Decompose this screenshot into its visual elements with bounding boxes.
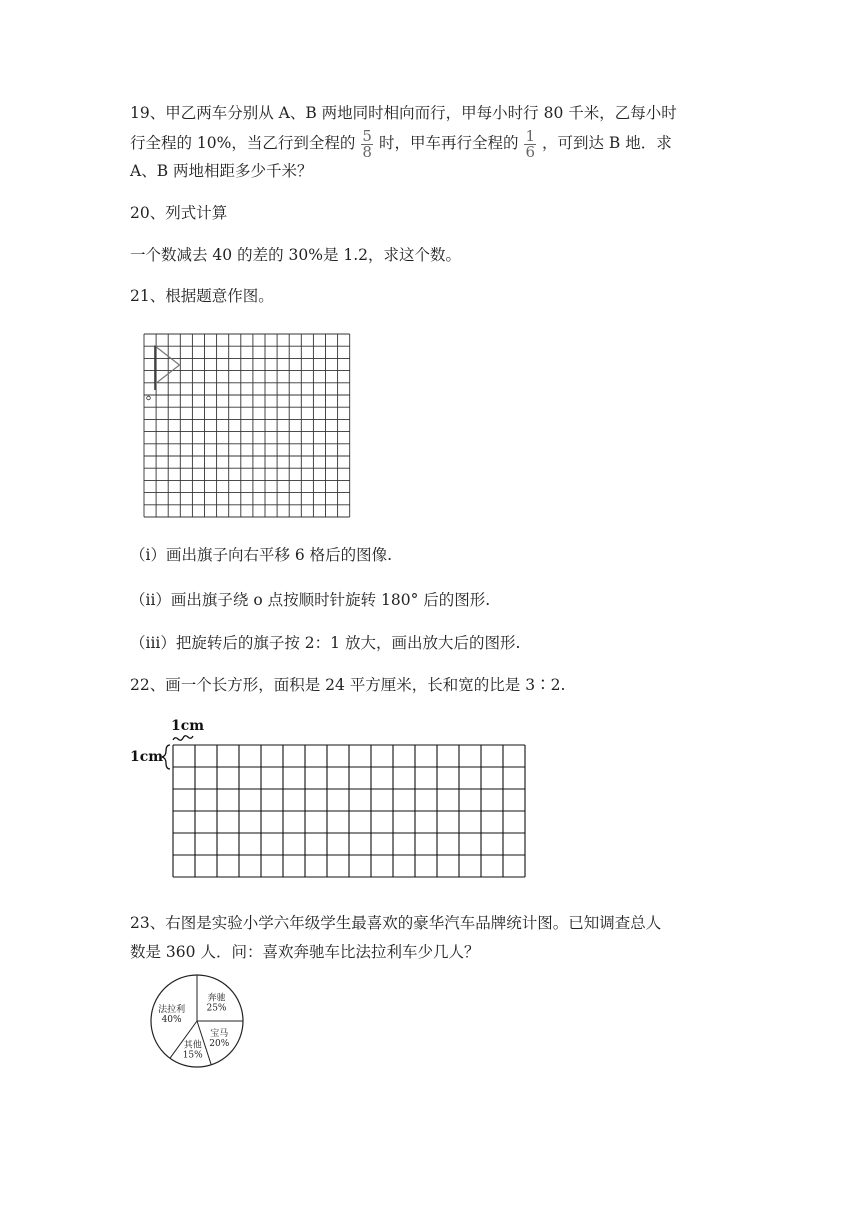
q19-line2-b: 时，甲车再行全程的 — [378, 134, 519, 152]
flag-shape — [155, 346, 180, 384]
q22-grid-figure — [130, 712, 530, 882]
fraction-numerator: 5 — [362, 126, 372, 145]
fraction-numerator: 1 — [525, 126, 535, 145]
q19-line2-a: 行全程的 10%，当乙行到全程的 — [130, 134, 356, 152]
q21-sub2: （ii）画出旗子绕 o 点按顺时针旋转 180° 后的图形. — [130, 591, 491, 609]
pie-slice-name: 法拉利 — [158, 1004, 186, 1015]
top-1cm-label: 1cm — [171, 718, 205, 734]
pie-slice-name: 其他 — [183, 1040, 202, 1051]
q19-line1: 19、甲乙两车分别从 A、B 两地同时相向而行，甲每小时行 80 千米，乙每小时 — [130, 104, 677, 122]
fraction-5-8 — [361, 126, 373, 161]
q19-line2 — [130, 128, 672, 160]
fraction-denominator: 8 — [362, 142, 372, 161]
q21-grid-figure — [144, 334, 354, 519]
q19-line3: A、B 两地相距多少千米？ — [130, 162, 313, 180]
q22-title: 22、画一个长方形，面积是 24 平方厘米，长和宽的比是 3∶2. — [130, 676, 566, 694]
pie-slice-percent: 25% — [206, 1003, 227, 1014]
q20-title: 20、列式计算 — [130, 204, 228, 222]
pie-slice-percent: 40% — [161, 1014, 182, 1025]
q21-sub1: （i）画出旗子向右平移 6 格后的图像. — [130, 546, 393, 564]
left-brace — [162, 745, 170, 769]
fraction-denominator: 6 — [525, 142, 535, 161]
square-grid — [173, 745, 525, 877]
q21-sub3: （iii）把旋转后的旗子按 2：1 放大，画出放大后的图形. — [130, 634, 521, 652]
q23-line1: 23、右图是实验小学六年级学生最喜欢的豪华汽车品牌统计图。已知调查总人 — [130, 914, 662, 932]
pie-slice-name: 宝马 — [210, 1029, 229, 1040]
rotation-point-o — [147, 396, 151, 400]
pie-slice-name: 奔驰 — [207, 993, 226, 1004]
q23-line2: 数是 360 人．问：喜欢奔驰车比法拉利车少几人？ — [130, 943, 480, 961]
top-brace — [173, 736, 193, 741]
q19-line2-c: ，可到达 B 地．求 — [542, 134, 672, 152]
left-1cm-label: 1cm — [130, 749, 164, 765]
q23-pie-chart — [140, 972, 260, 1072]
fraction-1-6 — [524, 126, 536, 161]
q21-title: 21、根据题意作图。 — [130, 287, 274, 305]
q20-text: 一个数减去 40 的差的 30%是 1.2，求这个数。 — [130, 246, 462, 264]
pie-slice-percent: 20% — [209, 1039, 230, 1050]
pie-slice-percent: 15% — [182, 1050, 203, 1061]
